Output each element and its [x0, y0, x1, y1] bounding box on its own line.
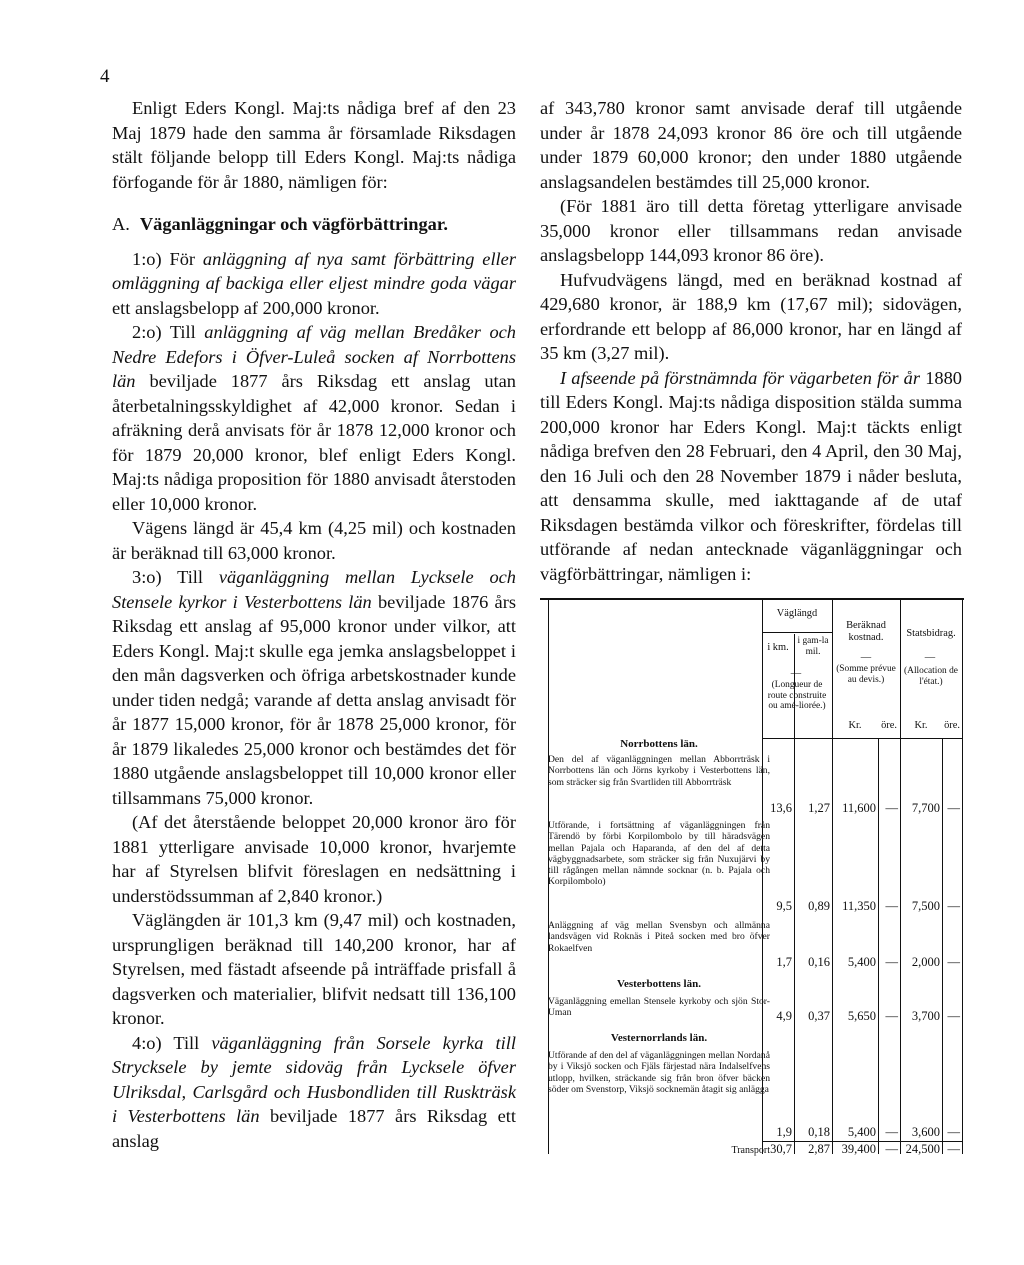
cell-km: 9,5	[776, 899, 792, 913]
item-2-prefix: 2:o) Till	[132, 322, 205, 342]
header-ore: öre.	[944, 720, 960, 731]
cell-cost-ore: —	[885, 1009, 898, 1023]
header-mil: i gam-la mil.	[797, 636, 829, 657]
cell-km: 13,6	[770, 801, 792, 815]
header-km: i km.	[767, 642, 789, 653]
item-2	[112, 320, 516, 516]
item-1-prefix: 1:o) För	[132, 248, 203, 269]
header-rule	[762, 738, 962, 739]
region-heading: Vesternorrlands län.	[610, 1032, 708, 1044]
cell-cost: 11,350	[842, 899, 876, 913]
header-dash: —	[924, 652, 936, 663]
header-ore: öre.	[881, 720, 897, 731]
cell-km: 4,9	[776, 1009, 792, 1023]
cell-mil: 0,89	[808, 899, 830, 913]
transport-cost-ore: —	[885, 1142, 898, 1156]
header-grant-fr: (Allocation de l'état.)	[904, 666, 958, 687]
item-3-length: Väglängden är 101,3 km (9,47 mil) och kostnaden, ursprungligen beräknad till 140,200 kronor, har af Styrelsen, med fästadt afseende på inträffade prisfall å dagsverken och materialier, blifvit nedsatt till 136,100 kronor.	[112, 910, 516, 1028]
right-paragraph-4-rest: 1880 till Eders Kongl. Maj:ts nådiga disposition stälda summa 200,000 kronor har Eders Kongl. Maj:t täckts enligt nådiga brefven den 28 Februari, den 4 April, den 30 Maj, den 16 Juli och den 28 November 1879 i nåder besluta, att densamma skulle, med iakttagande af de utaf Riksdagen bestämda vilkor och föreskrifter, fördelas till utförande af nedan antecknade väganläggningar och vägförbättringar, nämligen i:	[540, 367, 962, 584]
col-divider	[942, 738, 943, 1154]
cell-grant-ore: —	[947, 899, 960, 913]
item-3-italic: väganläggning mellan Lycksele och Stensele kyrkor i Vesterbottens län	[112, 567, 516, 612]
cell-mil: 1,27	[808, 801, 830, 815]
cell-km: 1,7	[776, 955, 792, 969]
transport-grant: 24,500	[905, 1142, 940, 1156]
transport-cost: 39,400	[841, 1142, 876, 1156]
transport-label: Transport	[731, 1145, 770, 1156]
right-paragraph-4	[540, 366, 962, 587]
table-row-description: Anläggning af väg mellan Svensbyn och allmänna landsvägen vid Roknäs i Piteå socken med bro öfver Rokaelfven	[548, 920, 770, 954]
item-1-rest: ett anslagsbelopp af 200,000 kronor.	[112, 297, 380, 318]
item-4	[112, 1031, 516, 1154]
cell-cost-ore: —	[885, 801, 898, 815]
header-kr: Kr.	[914, 720, 928, 731]
transport-mil: 2,87	[808, 1142, 830, 1156]
cell-mil: 0,16	[808, 955, 830, 969]
cell-grant: 3,700	[911, 1009, 940, 1023]
item-4-rest: beviljade 1877 års Riksdag ett anslag	[112, 1106, 516, 1151]
intro-paragraph: Enligt Eders Kongl. Maj:ts nådiga bref af den 23 Maj 1879 hade den samma år församlade Riksdagen stält följande belopp till Eders Kongl. Maj:ts nådiga förfogande för år 1880, nämligen för:	[112, 98, 516, 192]
cell-mil: 0,18	[808, 1125, 830, 1139]
item-4-italic: väganläggning från Sorsele kyrka till Strycksele by jemte sidoväg från Lycksele öfver Ulriksdal, Carlsgård och Husbondliden till Ruskträsk i Vesterbottens län	[112, 1032, 516, 1126]
region-heading: Norrbottens län.	[620, 738, 698, 750]
cell-grant: 7,500	[911, 899, 940, 913]
cell-cost: 11,600	[842, 801, 876, 815]
cell-cost: 5,650	[847, 1009, 876, 1023]
cell-cost: 5,400	[847, 1125, 876, 1139]
transport-km: 30,7	[770, 1142, 792, 1156]
item-3-prefix: 3:o) Till	[132, 567, 219, 587]
right-paragraph-1: af 343,780 kronor samt anvisade deraf till utgående under år 1878 24,093 kronor 86 öre och till utgående under 1879 60,000 kronor; den under 1880 utgående anslagsandelen bestämdes till 25,000 kronor.	[540, 98, 962, 192]
item-3-note: (Af det återstående beloppet 20,000 kronor äro för 1881 ytterligare anvisade 10,000 kronor, hvarjemte har af Styrelsen blifvit föreslagen en nedsättning i understödssumman af 2,840 kronor.)	[112, 812, 516, 906]
cell-grant-ore: —	[947, 955, 960, 969]
cell-mil: 0,37	[808, 1009, 830, 1023]
cell-km: 1,9	[776, 1125, 792, 1139]
header-dash: —	[860, 652, 872, 663]
header-grant: Statsbidrag.	[906, 628, 956, 639]
left-column	[112, 96, 516, 1153]
cell-grant-ore: —	[947, 1125, 960, 1139]
cell-grant-ore: —	[947, 1009, 960, 1023]
section-heading	[112, 212, 516, 237]
header-cost: Beräknad kostnad.	[846, 620, 886, 643]
header-rule	[762, 632, 832, 633]
cell-cost: 5,400	[847, 955, 876, 969]
header-kr: Kr.	[848, 720, 862, 731]
header-dash: —	[790, 668, 802, 679]
table-row-description: Utförande af den del af väganläggningen mellan Nordanå by i Viksjö socken och Fjäls färjestad nära Indalselfvens utlopp, hvilken, sträckande sig från bron öfver bäcken söder om Svenstorp, Viksjö socknemän åtagit sig anlägga	[548, 1050, 770, 1095]
item-3-rest: beviljade 1876 års Riksdag ett anslag af 95,000 kronor under vilkor, att Eders Kongl. Maj:t skulle ega jemka anslagsbeloppet i den mån dagsverken och öfriga arbetskostnader kunde under tiden nedgå; varande af detta anslag anvisadt för år 1877 15,000 kronor, för år 1878 25,000 kronor, för år 1879 likaledes 25,000 kronor och bestämdes det för 1880 utgående anslagsbeloppet till 10,000 kronor eller tillsammans 75,000 kronor.	[112, 591, 516, 808]
page-number: 4	[100, 66, 110, 87]
header-cost-fr: (Somme prévue au devis.)	[836, 664, 896, 685]
table-row-description: Väganläggning emellan Stensele kyrkoby och sjön Stor-Uman	[548, 996, 770, 1019]
road-grants-table	[540, 598, 964, 1160]
header-length: Väglängd	[776, 608, 818, 619]
cell-cost-ore: —	[885, 1125, 898, 1139]
section-title: Väganläggningar och vägförbättringar.	[139, 214, 448, 234]
right-paragraph-3: Hufvudvägens längd, med en beräknad kostnad af 429,680 kronor, är 188,9 km (17,67 mil); sidovägen, erfordrande ett belopp af 86,000 kronor, har en längd af 35 km (3,27 mil).	[540, 269, 962, 363]
item-4-prefix: 4:o) Till	[132, 1032, 212, 1053]
col-divider	[794, 634, 795, 1154]
header-length-fr: (Longueur de route construite ou amé-liorée.)	[767, 680, 827, 711]
item-2-italic: anläggning af väg mellan Bredåker och Nedre Edefors i Öfver-Luleå socken af Norrbottens län	[112, 322, 516, 391]
item-2-rest: beviljade 1877 års Riksdag ett anslag utan återbetalningsskyldighet af 42,000 kronor. Sedan i afräkning derå anvisats för år 1878 12,000 kronor och för 1879 20,000 kronor, blef enligt Eders Kongl. Maj:ts nådiga proposition för 1880 anvisadt återstoden eller 10,000 kronor.	[112, 371, 516, 514]
item-2-length: Vägens längd är 45,4 km (4,25 mil) och kostnaden är beräknad till 63,000 kronor.	[112, 518, 516, 563]
cell-grant-ore: —	[947, 801, 960, 815]
section-letter: A.	[112, 214, 130, 234]
table-right-rule	[962, 598, 963, 1154]
region-heading: Vesterbottens län.	[617, 978, 701, 990]
table-row-description: Utförande, i fortsättning af väganläggningen från Tärendö by förbi Korpilombolo by till häradsvägen mellan Pajala och Haparanda, af den del af detta vägbyggnadsarbete, som sträcker sig från Nuxujärvi by till rågången mellan nämnde socknar (n. b. Pajala och Korpilombolo)	[548, 820, 770, 888]
table-row-description: Den del af väganläggningen mellan Abborrträsk i Norrbottens län och Jörns kyrkoby i Vesterbottens län, som sträcker sig från Svartliden till Abborrträsk	[548, 754, 770, 788]
cell-grant: 3,600	[911, 1125, 940, 1139]
col-divider	[878, 738, 879, 1154]
right-paragraph-4-italic: I afseende på förstnämnda för vägarbeten för år	[560, 367, 921, 388]
right-paragraph-2: (För 1881 äro till detta företag ytterligare anvisade 35,000 kronor eller tillsammans redan anvisade anslagsbelopp 144,093 kronor 86 öre).	[540, 196, 962, 265]
cell-cost-ore: —	[885, 899, 898, 913]
item-3	[112, 565, 516, 810]
right-column	[540, 96, 962, 586]
cell-grant: 7,700	[911, 801, 940, 815]
cell-cost-ore: —	[885, 955, 898, 969]
cell-grant: 2,000	[911, 955, 940, 969]
transport-grant-ore: —	[947, 1142, 960, 1156]
item-1-italic: anläggning af nya samt förbättring eller omläggning af backiga eller eljest mindre goda vägar	[112, 248, 516, 293]
item-1	[112, 247, 516, 321]
